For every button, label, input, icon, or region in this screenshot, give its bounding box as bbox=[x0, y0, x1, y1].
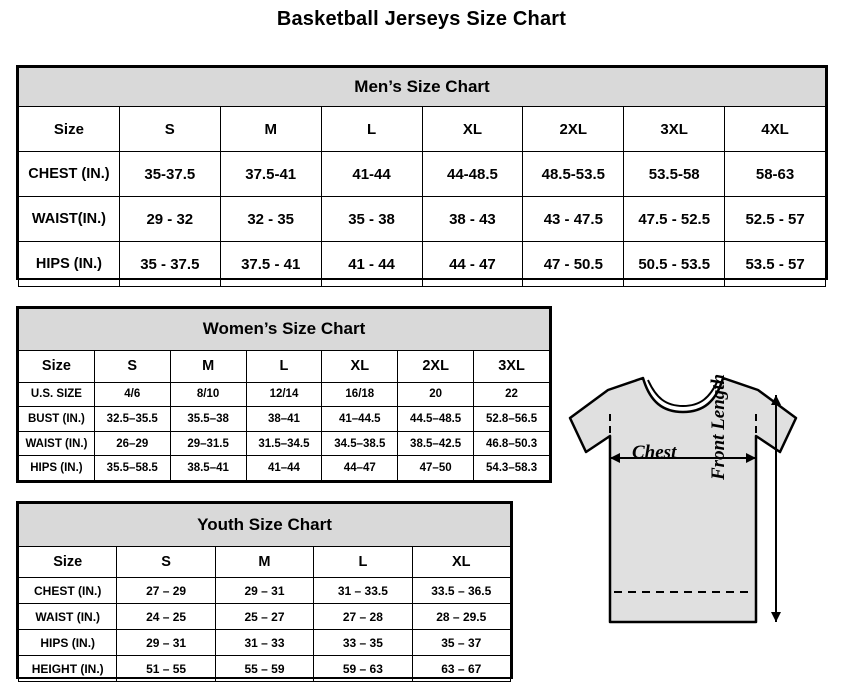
row-label-chest: CHEST (IN.) bbox=[19, 578, 117, 604]
cell: 26–29 bbox=[94, 431, 170, 456]
row-label-waist: WAIST(IN.) bbox=[19, 197, 120, 242]
header-xl: XL bbox=[412, 547, 510, 578]
row-label-chest: CHEST (IN.) bbox=[19, 152, 120, 197]
cell: 22 bbox=[474, 382, 550, 407]
cell: 51 – 55 bbox=[117, 656, 215, 682]
cell: 31.5–34.5 bbox=[246, 431, 322, 456]
cell: 47 - 50.5 bbox=[523, 242, 624, 287]
cell: 38.5–41 bbox=[170, 456, 246, 481]
table-row bbox=[19, 604, 511, 630]
cell: 41 - 44 bbox=[321, 242, 422, 287]
cell: 8/10 bbox=[170, 382, 246, 407]
row-label-waist: WAIST (IN.) bbox=[19, 431, 95, 456]
header-size: Size bbox=[19, 547, 117, 578]
cell: 55 – 59 bbox=[215, 656, 313, 682]
cell: 63 – 67 bbox=[412, 656, 510, 682]
cell: 25 – 27 bbox=[215, 604, 313, 630]
cell: 32.5–35.5 bbox=[94, 407, 170, 432]
row-label-hips: HIPS (IN.) bbox=[19, 630, 117, 656]
table-header-row bbox=[19, 107, 826, 152]
header-m: M bbox=[170, 350, 246, 382]
mens-chart-caption: Men’s Size Chart bbox=[19, 68, 826, 107]
table-row bbox=[19, 578, 511, 604]
cell: 35.5–38 bbox=[170, 407, 246, 432]
cell: 31 – 33 bbox=[215, 630, 313, 656]
header-s: S bbox=[94, 350, 170, 382]
cell: 37.5-41 bbox=[220, 152, 321, 197]
page-title: Basketball Jerseys Size Chart bbox=[276, 8, 567, 30]
table-row bbox=[19, 382, 550, 407]
cell: 52.8–56.5 bbox=[474, 407, 550, 432]
mens-size-chart bbox=[16, 65, 828, 280]
cell: 41–44.5 bbox=[322, 407, 398, 432]
header-size: Size bbox=[19, 107, 120, 152]
cell: 27 – 28 bbox=[314, 604, 412, 630]
table-caption-row bbox=[19, 504, 511, 547]
header-l: L bbox=[246, 350, 322, 382]
cell: 29 – 31 bbox=[117, 630, 215, 656]
cell: 50.5 - 53.5 bbox=[624, 242, 725, 287]
cell: 54.3–58.3 bbox=[474, 456, 550, 481]
mens-size-table bbox=[18, 67, 826, 287]
jersey-measurement-diagram bbox=[548, 340, 838, 680]
header-l: L bbox=[314, 547, 412, 578]
header-s: S bbox=[119, 107, 220, 152]
header-s: S bbox=[117, 547, 215, 578]
cell: 47.5 - 52.5 bbox=[624, 197, 725, 242]
table-row bbox=[19, 456, 550, 481]
cell: 44–47 bbox=[322, 456, 398, 481]
cell: 20 bbox=[398, 382, 474, 407]
cell: 35 – 37 bbox=[412, 630, 510, 656]
womens-chart-caption: Women’s Size Chart bbox=[19, 309, 550, 351]
cell: 35 - 38 bbox=[321, 197, 422, 242]
header-size: Size bbox=[19, 350, 95, 382]
cell: 41-44 bbox=[321, 152, 422, 197]
cell: 29 – 31 bbox=[215, 578, 313, 604]
table-row bbox=[19, 630, 511, 656]
cell: 35-37.5 bbox=[119, 152, 220, 197]
row-label-waist: WAIST (IN.) bbox=[19, 604, 117, 630]
table-row bbox=[19, 197, 826, 242]
cell: 35 - 37.5 bbox=[119, 242, 220, 287]
cell: 44.5–48.5 bbox=[398, 407, 474, 432]
cell: 43 - 47.5 bbox=[523, 197, 624, 242]
cell: 24 – 25 bbox=[117, 604, 215, 630]
jersey-outline bbox=[570, 378, 796, 622]
row-label-height: HEIGHT (IN.) bbox=[19, 656, 117, 682]
youth-size-chart bbox=[16, 501, 513, 679]
womens-size-table bbox=[18, 308, 550, 481]
cell: 38–41 bbox=[246, 407, 322, 432]
cell: 27 – 29 bbox=[117, 578, 215, 604]
row-label-us-size: U.S. SIZE bbox=[19, 382, 95, 407]
header-3xl: 3XL bbox=[624, 107, 725, 152]
header-xl: XL bbox=[422, 107, 523, 152]
row-label-bust: BUST (IN.) bbox=[19, 407, 95, 432]
cell: 12/14 bbox=[246, 382, 322, 407]
cell: 44-48.5 bbox=[422, 152, 523, 197]
table-row bbox=[19, 152, 826, 197]
cell: 31 – 33.5 bbox=[314, 578, 412, 604]
cell: 46.8–50.3 bbox=[474, 431, 550, 456]
table-caption-row bbox=[19, 309, 550, 351]
cell: 29 - 32 bbox=[119, 197, 220, 242]
cell: 4/6 bbox=[94, 382, 170, 407]
table-caption-row bbox=[19, 68, 826, 107]
row-label-hips: HIPS (IN.) bbox=[19, 456, 95, 481]
jersey-illustration bbox=[548, 340, 838, 680]
cell: 33 – 35 bbox=[314, 630, 412, 656]
cell: 38 - 43 bbox=[422, 197, 523, 242]
cell: 47–50 bbox=[398, 456, 474, 481]
header-2xl: 2XL bbox=[398, 350, 474, 382]
cell: 41–44 bbox=[246, 456, 322, 481]
cell: 48.5-53.5 bbox=[523, 152, 624, 197]
header-3xl: 3XL bbox=[474, 350, 550, 382]
cell: 34.5–38.5 bbox=[322, 431, 398, 456]
womens-size-chart bbox=[16, 306, 552, 483]
cell: 29–31.5 bbox=[170, 431, 246, 456]
cell: 28 – 29.5 bbox=[412, 604, 510, 630]
front-length-annotation-label: Front Length bbox=[708, 373, 729, 480]
cell: 59 – 63 bbox=[314, 656, 412, 682]
cell: 52.5 - 57 bbox=[725, 197, 826, 242]
youth-chart-caption: Youth Size Chart bbox=[19, 504, 511, 547]
cell: 44 - 47 bbox=[422, 242, 523, 287]
header-m: M bbox=[215, 547, 313, 578]
cell: 35.5–58.5 bbox=[94, 456, 170, 481]
table-header-row bbox=[19, 547, 511, 578]
cell: 16/18 bbox=[322, 382, 398, 407]
cell: 53.5 - 57 bbox=[725, 242, 826, 287]
youth-size-table bbox=[18, 503, 511, 682]
cell: 53.5-58 bbox=[624, 152, 725, 197]
header-2xl: 2XL bbox=[523, 107, 624, 152]
header-4xl: 4XL bbox=[725, 107, 826, 152]
cell: 38.5–42.5 bbox=[398, 431, 474, 456]
table-row bbox=[19, 242, 826, 287]
front-length-arrow-bottom bbox=[771, 612, 781, 622]
row-label-hips: HIPS (IN.) bbox=[19, 242, 120, 287]
chest-annotation-label: Chest bbox=[632, 442, 677, 463]
table-row bbox=[19, 407, 550, 432]
header-xl: XL bbox=[322, 350, 398, 382]
table-row bbox=[19, 431, 550, 456]
cell: 37.5 - 41 bbox=[220, 242, 321, 287]
header-l: L bbox=[321, 107, 422, 152]
table-header-row bbox=[19, 350, 550, 382]
cell: 33.5 – 36.5 bbox=[412, 578, 510, 604]
header-m: M bbox=[220, 107, 321, 152]
table-row bbox=[19, 656, 511, 682]
cell: 58-63 bbox=[725, 152, 826, 197]
cell: 32 - 35 bbox=[220, 197, 321, 242]
